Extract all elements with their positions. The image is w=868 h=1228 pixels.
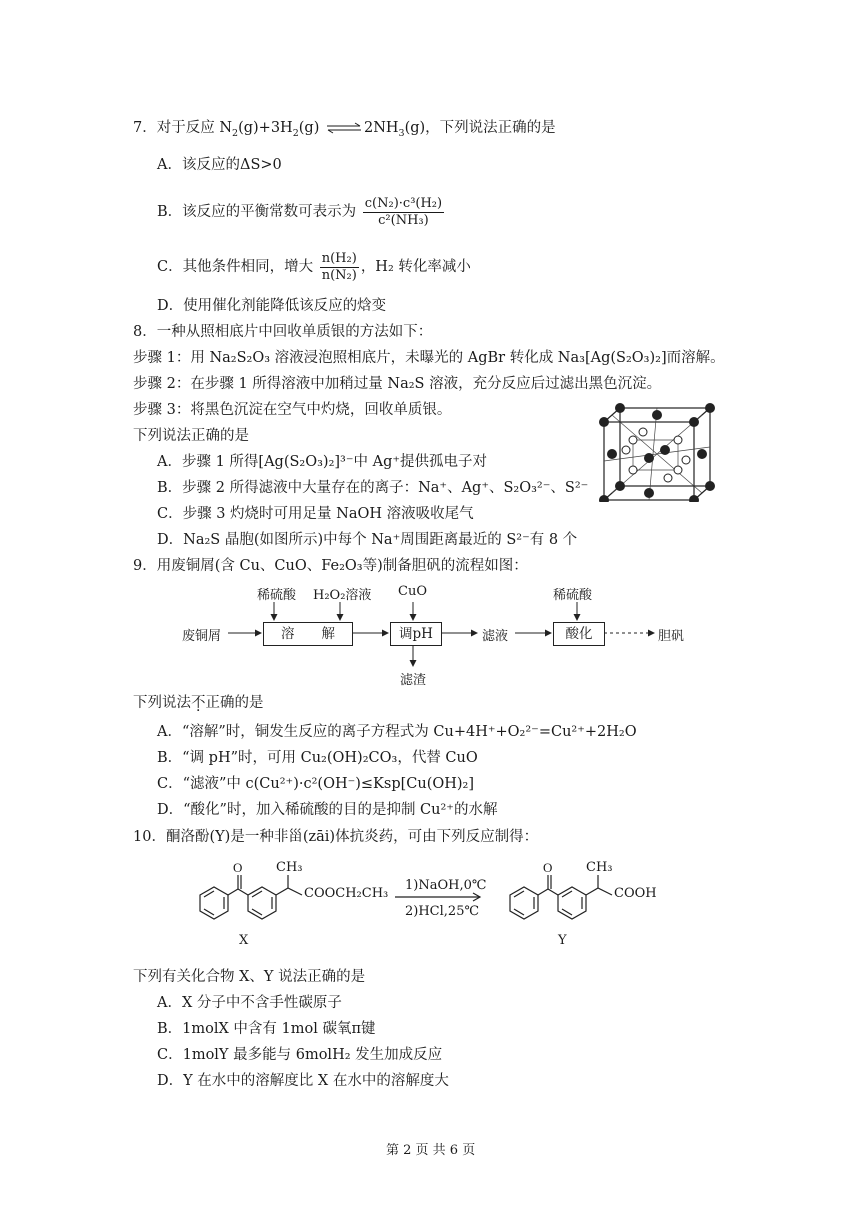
na2s-unit-cell-diagram: [598, 400, 720, 502]
q8-step-2: 步骤 2：在步骤 1 所得溶液中加稍过量 Na₂S 溶液，充分反应后过滤出黑色沉淀。: [133, 376, 662, 392]
q8-ask: 下列说法正确的是: [133, 428, 249, 444]
page-footer: 第 2 页 共 6 页: [386, 1143, 476, 1158]
q8-stem: 8．一种从照相底片中回收单质银的方法如下：: [133, 324, 433, 340]
flow-acid2-label: 稀硫酸: [553, 588, 593, 603]
flow-cuo-label: CuO: [398, 584, 427, 599]
flow-dissolve-box: 溶 解: [263, 622, 353, 646]
flow-residue-label: 滤渣: [400, 673, 427, 688]
flow-product-label: 胆矾: [658, 629, 685, 644]
sulfide-ion-icon: [599, 417, 609, 427]
q10-stem: 10．酮洛酚(Y)是一种非甾(zāi)体抗炎药，可由下列反应制得：: [133, 829, 539, 845]
y-compound-label: Y: [558, 933, 567, 948]
sodium-ion-icon: [629, 466, 637, 474]
y-acid-label: COOH: [614, 886, 657, 901]
q8-option-c: C．步骤 3 灼烧时可用足量 NaOH 溶液吸收尾气: [157, 506, 474, 522]
q7-option-d: D．使用催化剂能降低该反应的焓变: [157, 298, 387, 314]
q9-stem: 9．用废铜屑(含 Cu、CuO、Fe₂O₃等)制备胆矾的流程如图：: [133, 558, 528, 574]
flow-filtrate-label: 滤液: [482, 629, 509, 644]
sodium-ion-icon: [639, 428, 647, 436]
sodium-ion-icon: [674, 466, 682, 474]
sodium-ion-icon: [622, 446, 630, 454]
q10-ask: 下列有关化合物 X、Y 说法正确的是: [133, 969, 366, 985]
q8-option-b: B．步骤 2 所得滤液中大量存在的离子：Na⁺、Ag⁺、S₂O₃²⁻、S²⁻: [157, 480, 589, 496]
q9-option-a: A．“溶解”时，铜发生反应的离子方程式为 Cu+4H⁺+O₂²⁻=Cu²⁺+2H₂O: [157, 724, 637, 740]
sulfide-ion-icon: [607, 449, 617, 459]
sulfide-ion-icon: [652, 410, 662, 420]
sulfide-ion-icon: [705, 481, 715, 491]
q8-step-1: 步骤 1：用 Na₂S₂O₃ 溶液浸泡照相底片，未曝光的 AgBr 转化成 Na₃[Ag(S₂O₃)₂]而溶解。: [133, 350, 725, 366]
q7-option-b: B．该反应的平衡常数可表示为 $\frac{\text{c(N₂)·c³(H₂)}}{\text{c²(NH₃)}}$: [157, 195, 443, 228]
condition-1-label: 1)NaOH,0℃: [405, 878, 487, 893]
x-compound-label: X: [239, 933, 249, 948]
q8-option-d: D．Na₂S 晶胞(如图所示)中每个 Na⁺周围距离最近的 S²⁻有 8 个: [157, 532, 578, 548]
flow-adjust-ph-box: 调pH: [390, 622, 442, 646]
sulfide-ion-icon: [644, 453, 654, 463]
sulfide-ion-icon: [615, 403, 625, 413]
q9-option-c: C．“滤液”中 c(Cu²⁺)·c²(OH⁻)≤Ksp[Cu(OH)₂]: [157, 776, 475, 792]
q10-option-c: C．1molY 最多能与 6molH₂ 发生加成反应: [157, 1047, 443, 1063]
q10-option-a: A．X 分子中不含手性碳原子: [157, 995, 342, 1011]
q7-stem: 7．对于反应 $N_2(g)+3H_2(g)$ $2NH_3(g)$，下列说法正确的是: [133, 120, 556, 139]
sodium-ion-icon: [629, 436, 637, 444]
flow-start-label: 废铜屑: [182, 629, 222, 644]
sulfide-ion-icon: [689, 495, 699, 502]
sulfide-ion-icon: [615, 481, 625, 491]
q9-option-d: D．“酸化”时，加入稀硫酸的目的是抑制 Cu²⁺的水解: [157, 802, 498, 818]
condition-2-label: 2)HCl,25℃: [405, 904, 480, 919]
q10-option-b: B．1molX 中含有 1mol 碳氧π键: [157, 1021, 376, 1037]
q10-option-d: D．Y 在水中的溶解度比 X 在水中的溶解度大: [157, 1073, 449, 1089]
sulfide-ion-icon: [599, 495, 609, 502]
x-ester-label: COOCH₂CH₃: [304, 886, 389, 901]
sulfide-ion-icon: [644, 488, 654, 498]
q9-ask: 下列说法不正确的是: [133, 695, 264, 711]
equilibrium-arrow-icon: [326, 122, 362, 134]
q9-option-b: B．“调 pH”时，可用 Cu₂(OH)₂CO₃，代替 CuO: [157, 750, 478, 766]
sodium-ion-icon: [674, 436, 682, 444]
svg-text:O: O: [233, 860, 243, 875]
flow-h2o2-label: H₂O₂溶液: [313, 588, 372, 603]
sodium-ion-icon: [682, 456, 690, 464]
q8-option-a: A．步骤 1 所得[Ag(S₂O₃)₂]³⁻中 Ag⁺提供孤电子对: [157, 454, 488, 470]
q8-step-3: 步骤 3：将黑色沉淀在空气中灼烧，回收单质银。: [133, 402, 452, 418]
svg-text:O: O: [543, 860, 553, 875]
ratio-fraction: $\frac{\text{n(H₂)}}{\text{n(N₂)}}$: [321, 250, 357, 283]
x-ch3-label: CH₃: [276, 860, 303, 875]
sulfide-ion-icon: [660, 445, 670, 455]
sodium-ion-icon: [664, 474, 672, 482]
flow-acid1-label: 稀硫酸: [257, 588, 297, 603]
q7-option-a: A．该反应的ΔS>0: [157, 157, 282, 173]
sulfide-ion-icon: [705, 403, 715, 413]
sulfide-ion-icon: [689, 417, 699, 427]
y-ch3-label: CH₃: [586, 860, 613, 875]
q7-option-c: C．其他条件相同，增大 $\frac{\text{n(H₂)}}{\text{n(N₂)}}$ ，H₂ 转化率减小: [157, 250, 471, 283]
equilibrium-constant-fraction: $\frac{\text{c(N₂)·c³(H₂)}}{\text{c²(NH₃)}}$: [364, 195, 443, 228]
sulfide-ion-icon: [697, 449, 707, 459]
flow-acidify-box: 酸化: [553, 622, 605, 646]
